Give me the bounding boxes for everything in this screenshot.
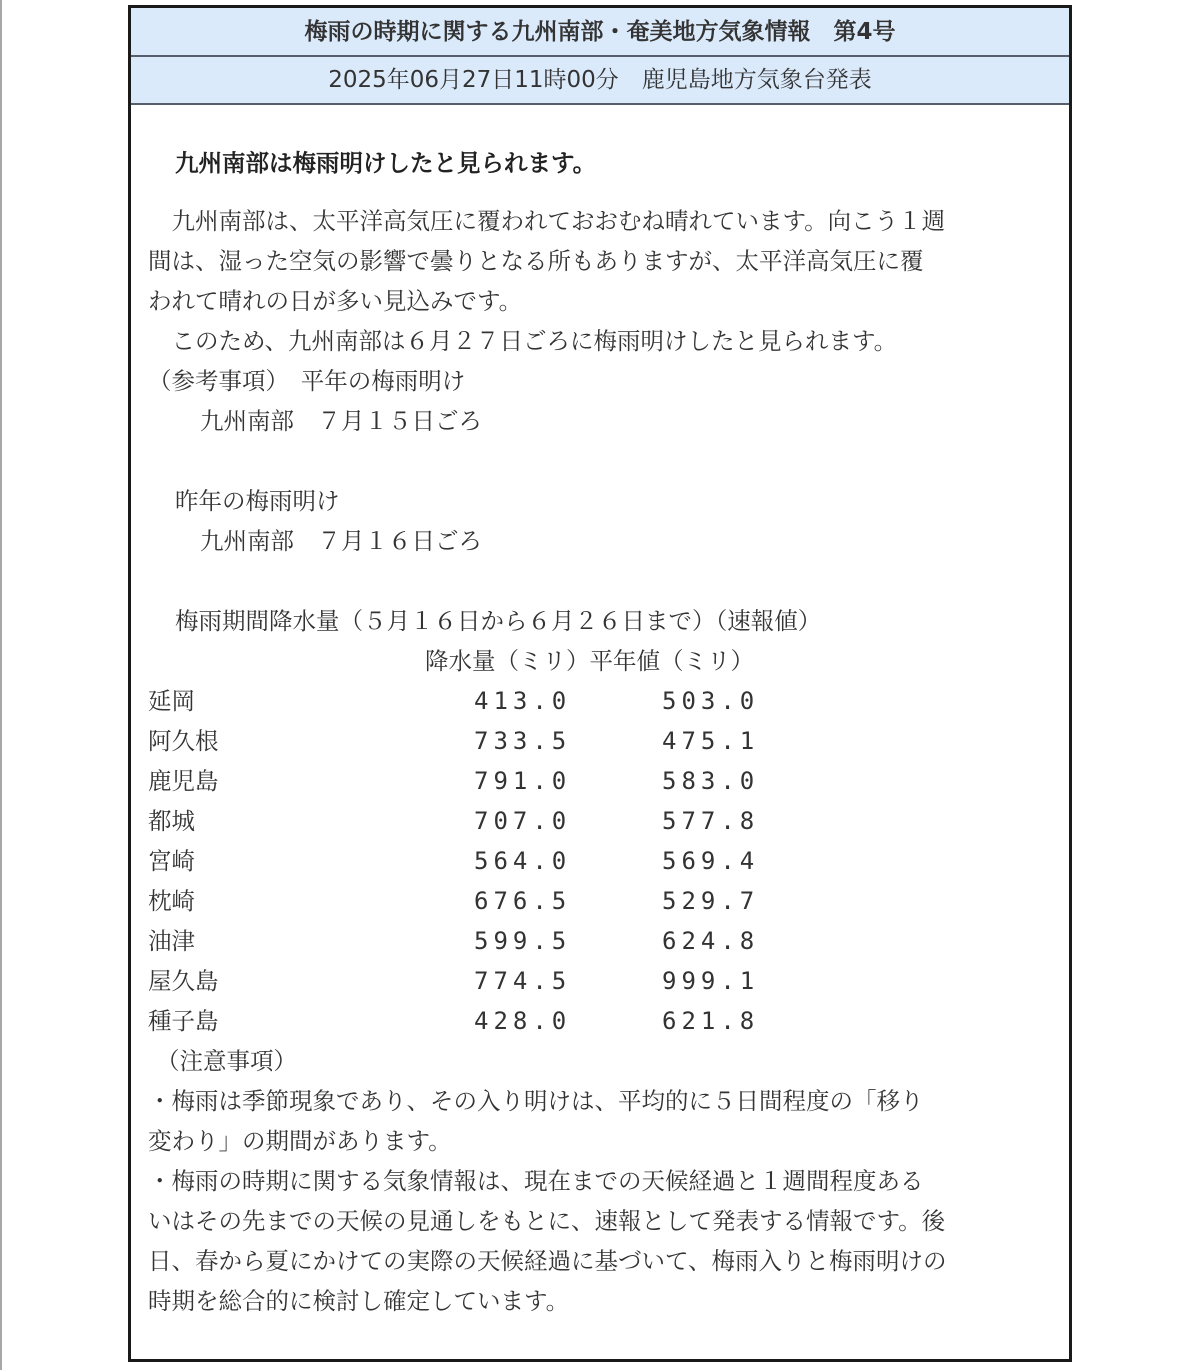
rainfall-row xyxy=(148,761,1069,801)
notes-heading: （注意事項） xyxy=(156,1047,297,1075)
rainfall-column-headers: 降水量（ミリ）平年値（ミリ） xyxy=(425,647,754,675)
note-line: 変わり」の期間があります。 xyxy=(148,1127,452,1155)
rainfall-row xyxy=(148,921,1069,961)
note-line: ・梅雨の時期に関する気象情報は、現在までの天候経過と１週間程度ある xyxy=(148,1167,924,1195)
rainfall-amount: 676.5 xyxy=(474,887,572,915)
station-name: 都城 xyxy=(148,807,195,835)
rainfall-amount: 774.5 xyxy=(474,967,572,995)
rainfall-normal: 621.8 xyxy=(662,1007,760,1035)
rainfall-amount: 791.0 xyxy=(474,767,572,795)
rainfall-amount: 733.5 xyxy=(474,727,572,755)
rainfall-row xyxy=(148,841,1069,881)
station-name: 枕崎 xyxy=(148,887,195,915)
rainfall-normal: 529.7 xyxy=(662,887,760,915)
rainfall-table xyxy=(148,681,1069,1041)
body-line: われて晴れの日が多い見込みです。 xyxy=(148,287,523,315)
note-line: ・梅雨は季節現象であり、その入り明けは、平均的に５日間程度の「移り xyxy=(148,1087,924,1115)
rainfall-amount: 599.5 xyxy=(474,927,572,955)
station-name: 種子島 xyxy=(148,1007,219,1035)
spacer xyxy=(148,561,1069,601)
station-name: 鹿児島 xyxy=(148,767,219,795)
rainfall-title: 梅雨期間降水量（５月１６日から６月２６日まで）（速報値） xyxy=(175,607,822,635)
weather-bulletin xyxy=(128,5,1072,1362)
note-line: 日、春から夏にかけての実際の天候経過に基づいて、梅雨入りと梅雨明けの xyxy=(148,1247,947,1275)
station-name: 油津 xyxy=(148,927,195,955)
note-line: いはその先までの天候の見通しをもとに、速報として発表する情報です。後 xyxy=(148,1207,946,1235)
last-year-end-date: 九州南部 ７月１６日ごろ xyxy=(200,527,482,555)
rainfall-normal: 999.1 xyxy=(662,967,760,995)
station-name: 延岡 xyxy=(148,687,195,715)
rainfall-row xyxy=(148,881,1069,921)
rainfall-normal: 583.0 xyxy=(662,767,760,795)
rainfall-row xyxy=(148,681,1069,721)
rainfall-row xyxy=(148,721,1069,761)
bulletin-title: 梅雨の時期に関する九州南部・奄美地方気象情報 第4号 xyxy=(131,8,1069,57)
station-name: 屋久島 xyxy=(148,967,219,995)
rainfall-amount: 428.0 xyxy=(474,1007,572,1035)
rainfall-normal: 475.1 xyxy=(662,727,760,755)
page-edge-divider xyxy=(0,0,2,1370)
last-year-heading: 昨年の梅雨明け xyxy=(175,487,340,515)
rainfall-amount: 413.0 xyxy=(474,687,572,715)
rainfall-amount: 564.0 xyxy=(474,847,572,875)
rainfall-row xyxy=(148,801,1069,841)
body-line: 九州南部は、太平洋高気圧に覆われておおむね晴れています。向こう１週 xyxy=(148,207,946,235)
note-line: 時期を総合的に検討し確定しています。 xyxy=(148,1287,570,1315)
spacer xyxy=(148,441,1069,481)
bulletin-body xyxy=(131,143,1069,1321)
rainfall-normal: 503.0 xyxy=(662,687,760,715)
reference-heading: （参考事項） 平年の梅雨明け xyxy=(148,367,466,395)
rainfall-amount: 707.0 xyxy=(474,807,572,835)
station-name: 宮崎 xyxy=(148,847,195,875)
rainfall-normal: 577.8 xyxy=(662,807,760,835)
rainfall-row xyxy=(148,1001,1069,1041)
headline: 九州南部は梅雨明けしたと見られます。 xyxy=(175,149,597,177)
station-name: 阿久根 xyxy=(148,727,219,755)
body-line: このため、九州南部は６月２７日ごろに梅雨明けしたと見られます。 xyxy=(148,327,898,355)
issued-line: 2025年06月27日11時00分 鹿児島地方気象台発表 xyxy=(131,57,1069,105)
rainfall-row xyxy=(148,961,1069,1001)
body-line: 間は、湿った空気の影響で曇りとなる所もありますが、太平洋高気圧に覆 xyxy=(148,247,924,275)
rainfall-normal: 569.4 xyxy=(662,847,760,875)
rainfall-normal: 624.8 xyxy=(662,927,760,955)
normal-end-date: 九州南部 ７月１５日ごろ xyxy=(200,407,482,435)
